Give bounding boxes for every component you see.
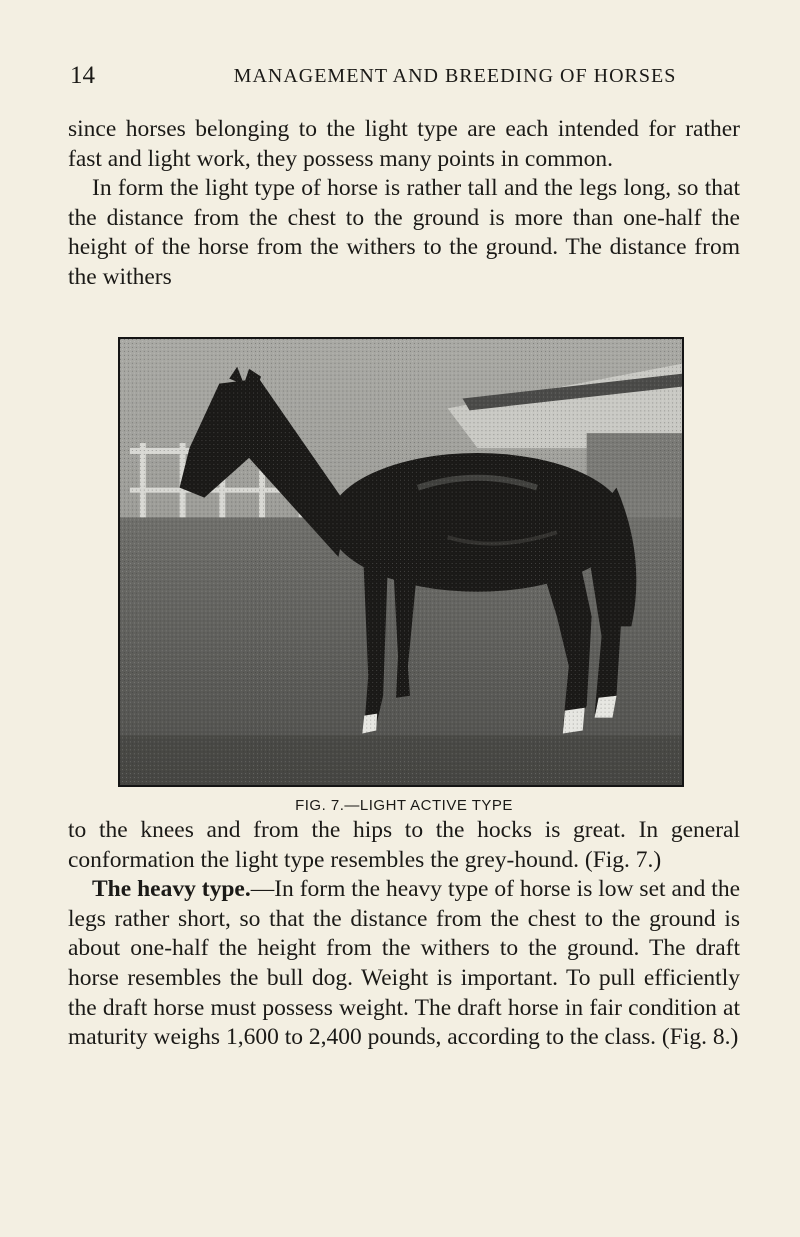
figure-light-active-type-photo (118, 337, 684, 787)
paragraph-light-type-form: In form the light type of horse is rather tall and the legs long, so that the distance from the chest to the ground is more than one-half the height of the horse from the withers to the ground. The distance from the withers (68, 175, 740, 290)
heavy-type-heading: The heavy type. (92, 876, 251, 903)
paragraph-light-type-continued: to the knees and from the hips to the hocks is great. In general conformation the light type resembles the grey-hound. (Fig. 7.) (68, 817, 740, 873)
running-title: MANAGEMENT AND BREEDING OF HORSES (233, 65, 677, 87)
text-block-top (68, 115, 740, 293)
text-block-bottom (68, 816, 740, 1053)
heavy-type-text: —In form the heavy type of horse is low set and the legs rather short, so that the distance from the chest to the ground is about one-half the height from the withers to the ground. The draft horse resembles the bull dog. Weight is important. To pull efficiently the draft horse must possess weight. The draft horse in fair condition at maturity weighs 1,600 to 2,400 pounds, according to the class. (Fig. 8.) (68, 876, 741, 1051)
running-head (70, 62, 740, 94)
horse-photograph (120, 339, 682, 785)
page-number: 14 (70, 62, 95, 89)
paragraph-continuation: since horses belonging to the light type are each intended for rather fast and light work, they possess many points in common. (68, 116, 740, 172)
paragraph-heavy-type (68, 875, 740, 1053)
figure-caption: FIG. 7.—LIGHT ACTIVE TYPE (295, 797, 513, 814)
